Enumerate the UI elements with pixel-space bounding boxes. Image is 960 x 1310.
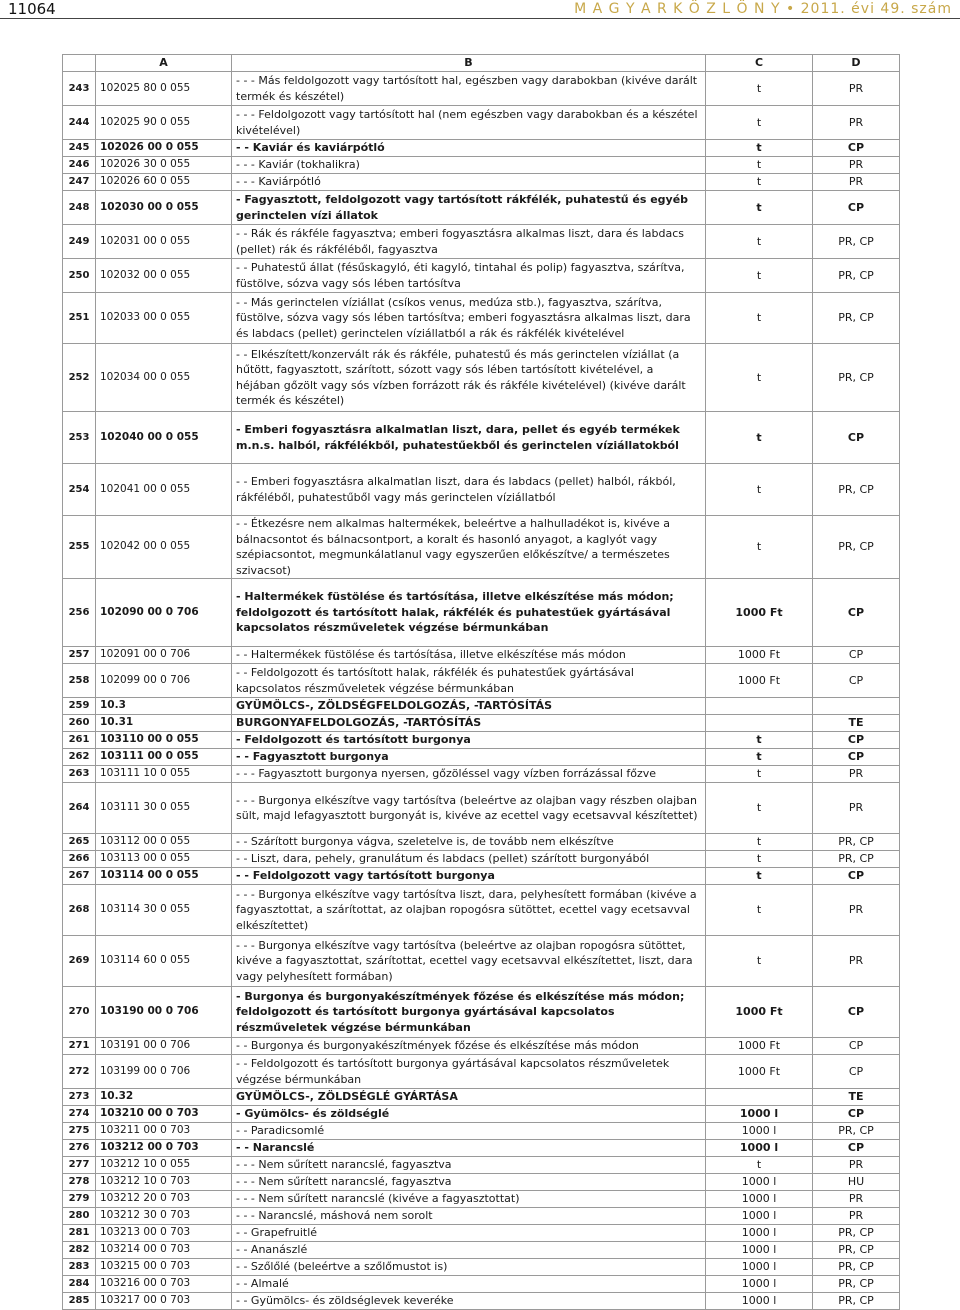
row-number: 261 (63, 732, 96, 749)
row-number: 269 (63, 936, 96, 987)
survey-type: PR, CP (813, 293, 900, 344)
item-code: 102090 00 0 706 (96, 579, 232, 647)
survey-type: PR, CP (813, 1259, 900, 1276)
row-number: 273 (63, 1089, 96, 1106)
unit-of-measure: t (706, 936, 813, 987)
item-description: - - Szőlőlé (beleértve a szőlőmustot is) (232, 1259, 706, 1276)
table-row (63, 664, 900, 698)
item-code: 103215 00 0 703 (96, 1259, 232, 1276)
table-row (63, 698, 900, 715)
unit-of-measure: 1000 Ft (706, 647, 813, 664)
item-code: 103213 00 0 703 (96, 1225, 232, 1242)
row-number: 255 (63, 516, 96, 579)
item-description: - - Emberi fogyasztásra alkalmatlan liszt, dara és labdacs (pellet) halból, rákból, rákféléből, puhatestűből vagy más gerinctelen víziállatból (232, 464, 706, 516)
survey-type: PR, CP (813, 516, 900, 579)
table-row (63, 174, 900, 191)
publication-title: M A G Y A R K Ö Z L Ö N Y • 2011. évi 49. szám (574, 1, 952, 17)
survey-type: PR (813, 936, 900, 987)
item-description: - - - Burgonya elkészítve vagy tartósítva liszt, dara, pelyhesített formában (kivéve a fagyasztottat, a szárítottat, az olajban ropogósra sütöttet, ecettel vagy ecetsavval elkészítettet) (232, 885, 706, 936)
unit-of-measure: t (706, 174, 813, 191)
unit-of-measure: 1000 Ft (706, 987, 813, 1038)
survey-type: PR (813, 783, 900, 834)
item-description: - - Feldolgozott vagy tartósított burgonya (232, 868, 706, 885)
table-row (63, 766, 900, 783)
item-description: - - - Narancslé, máshová nem sorolt (232, 1208, 706, 1225)
unit-of-measure: 1000 Ft (706, 1038, 813, 1055)
item-code: 102026 60 0 055 (96, 174, 232, 191)
survey-type: CP (813, 987, 900, 1038)
table-row (63, 1157, 900, 1174)
item-code: 103211 00 0 703 (96, 1123, 232, 1140)
unit-of-measure: t (706, 783, 813, 834)
unit-of-measure: 1000 l (706, 1174, 813, 1191)
column-header-a: A (96, 55, 232, 72)
table-row (63, 412, 900, 464)
unit-of-measure: 1000 l (706, 1225, 813, 1242)
item-code: 103191 00 0 706 (96, 1038, 232, 1055)
row-number: 280 (63, 1208, 96, 1225)
item-description: - - - Feldolgozott vagy tartósított hal (nem egészben vagy darabokban és a készétel kivételével) (232, 106, 706, 140)
item-description: - - Ananászlé (232, 1242, 706, 1259)
survey-type: CP (813, 647, 900, 664)
survey-type: CP (813, 1140, 900, 1157)
table-row (63, 1174, 900, 1191)
table-body (63, 72, 900, 1310)
row-number: 244 (63, 106, 96, 140)
item-description: - - - Burgonya elkészítve vagy tartósítva (beleértve az olajban ropogósra sütöttet, kivéve a fagyasztottat, szárítottat, ecettel vagy ecetsavval elkészítettet, liszt, dara vagy pelyhesített formában) (232, 936, 706, 987)
unit-of-measure: 1000 l (706, 1242, 813, 1259)
survey-type: PR, CP (813, 1225, 900, 1242)
survey-type: PR (813, 106, 900, 140)
item-description: - - Grapefruitlé (232, 1225, 706, 1242)
item-code: 103212 10 0 055 (96, 1157, 232, 1174)
table-row (63, 1055, 900, 1089)
survey-type: CP (813, 412, 900, 464)
item-description: - Haltermékek füstölése és tartósítása, illetve elkészítése más módon; feldolgozott és tartósított halak, rákfélék és puhatestűek gyártásával kapcsolatos részműveletek végzése bérmunkában (232, 579, 706, 647)
column-header-d: D (813, 55, 900, 72)
item-code: 103212 00 0 703 (96, 1140, 232, 1157)
unit-of-measure: t (706, 106, 813, 140)
table-row (63, 715, 900, 732)
row-number: 285 (63, 1293, 96, 1310)
unit-of-measure: t (706, 140, 813, 157)
data-table (62, 54, 900, 1310)
row-number: 270 (63, 987, 96, 1038)
table-row (63, 1293, 900, 1310)
survey-type: PR (813, 157, 900, 174)
table-row (63, 868, 900, 885)
table-row (63, 732, 900, 749)
item-description: - - Szárított burgonya vágva, szeletelve is, de tovább nem elkészítve (232, 834, 706, 851)
table-row (63, 936, 900, 987)
item-description: - - Almalé (232, 1276, 706, 1293)
table-row (63, 106, 900, 140)
table-row (63, 749, 900, 766)
item-description: - - - Kaviár (tokhalikra) (232, 157, 706, 174)
table-row (63, 1225, 900, 1242)
table-row (63, 72, 900, 106)
unit-of-measure: t (706, 851, 813, 868)
row-number: 260 (63, 715, 96, 732)
survey-type: CP (813, 1106, 900, 1123)
row-number: 256 (63, 579, 96, 647)
unit-of-measure: 1000 l (706, 1259, 813, 1276)
item-description: - - - Kaviárpótló (232, 174, 706, 191)
survey-type: CP (813, 749, 900, 766)
item-description: - - - Nem sűrített narancslé (kivéve a fagyasztottat) (232, 1191, 706, 1208)
row-number: 277 (63, 1157, 96, 1174)
survey-type: PR, CP (813, 1276, 900, 1293)
row-number: 249 (63, 225, 96, 259)
table-row (63, 157, 900, 174)
item-description: - - Elkészített/konzervált rák és rákféle, puhatestű és más gerinctelen víziállat (a hűtött, fagyasztott, szárított, sózott vagy sós lében tartósított kivételével, a héjában gőzölt vagy sós vízben forrázott rák és rákféle kivételével) (kivéve darált termék és készétel) (232, 344, 706, 412)
row-number: 245 (63, 140, 96, 157)
survey-type: CP (813, 579, 900, 647)
unit-of-measure (706, 698, 813, 715)
survey-type: CP (813, 1055, 900, 1089)
row-number: 271 (63, 1038, 96, 1055)
row-number: 266 (63, 851, 96, 868)
unit-of-measure: 1000 Ft (706, 664, 813, 698)
item-description: - Burgonya és burgonyakészítmények főzése és elkészítése más módon; feldolgozott és tartósított burgonya gyártásával kapcsolatos részműveletek végzése bérmunkában (232, 987, 706, 1038)
item-code: 10.31 (96, 715, 232, 732)
table-row (63, 783, 900, 834)
page-number: 11064 (8, 0, 56, 18)
table-row (63, 516, 900, 579)
unit-of-measure: t (706, 259, 813, 293)
item-code: 102026 00 0 055 (96, 140, 232, 157)
survey-type: PR, CP (813, 344, 900, 412)
item-code: 102040 00 0 055 (96, 412, 232, 464)
survey-type: PR, CP (813, 834, 900, 851)
item-description: - - - Fagyasztott burgonya nyersen, gőzöléssel vagy vízben forrázással főzve (232, 766, 706, 783)
unit-of-measure: t (706, 732, 813, 749)
item-description: - Gyümölcs- és zöldséglé (232, 1106, 706, 1123)
survey-type: PR, CP (813, 1293, 900, 1310)
unit-of-measure: t (706, 72, 813, 106)
item-description: GYÜMÖLCS-, ZÖLDSÉGFELDOLGOZÁS, -TARTÓSÍTÁS (232, 698, 706, 715)
survey-type: PR, CP (813, 225, 900, 259)
column-header-b: B (232, 55, 706, 72)
item-description: - - Narancslé (232, 1140, 706, 1157)
table-row (63, 1242, 900, 1259)
item-description: - - Feldolgozott és tartósított halak, rákfélék és puhatestűek gyártásával kapcsolatos részműveletek végzése bérmunkában (232, 664, 706, 698)
item-description: - Fagyasztott, feldolgozott vagy tartósított rákfélék, puhatestű és egyéb gerinctelen vízi állatok (232, 191, 706, 225)
survey-type: PR (813, 1157, 900, 1174)
unit-of-measure: 1000 Ft (706, 1055, 813, 1089)
survey-type: PR (813, 1208, 900, 1225)
table-row (63, 1089, 900, 1106)
row-number: 250 (63, 259, 96, 293)
table-row (63, 191, 900, 225)
item-code: 102042 00 0 055 (96, 516, 232, 579)
unit-of-measure: t (706, 766, 813, 783)
table-row (63, 1106, 900, 1123)
item-description: - - Puhatestű állat (fésűskagyló, éti kagyló, tintahal és polip) fagyasztva, szárítva, füstölve, sózva vagy sós lében tartósítva (232, 259, 706, 293)
table-row (63, 987, 900, 1038)
item-code: 103114 60 0 055 (96, 936, 232, 987)
survey-type: PR, CP (813, 851, 900, 868)
row-number: 252 (63, 344, 96, 412)
table-row (63, 851, 900, 868)
table-row (63, 834, 900, 851)
item-code: 103190 00 0 706 (96, 987, 232, 1038)
item-description: - - Étkezésre nem alkalmas haltermékek, beleértve a halhulladékot is, kivéve a bálnacsontot és bálnacsontport, a koralt és hasonló anyagot, a kaglyót vagy szépiacsontot, megmunkálatlanul vagy egyszerűen előkészítve/ a természetes szivacsot) (232, 516, 706, 579)
unit-of-measure: t (706, 464, 813, 516)
row-number: 268 (63, 885, 96, 936)
item-code: 102091 00 0 706 (96, 647, 232, 664)
unit-of-measure (706, 715, 813, 732)
row-number: 257 (63, 647, 96, 664)
survey-type: TE (813, 1089, 900, 1106)
item-code: 103111 00 0 055 (96, 749, 232, 766)
table-row (63, 647, 900, 664)
unit-of-measure: 1000 l (706, 1123, 813, 1140)
item-code: 103113 00 0 055 (96, 851, 232, 868)
unit-of-measure: t (706, 344, 813, 412)
item-code: 103199 00 0 706 (96, 1055, 232, 1089)
unit-of-measure: t (706, 516, 813, 579)
item-description: - - Burgonya és burgonyakészítmények főzése és elkészítése más módon (232, 1038, 706, 1055)
unit-of-measure: t (706, 834, 813, 851)
table-row (63, 1191, 900, 1208)
survey-type (813, 698, 900, 715)
unit-of-measure: t (706, 191, 813, 225)
unit-of-measure: 1000 l (706, 1208, 813, 1225)
unit-of-measure: 1000 l (706, 1140, 813, 1157)
row-number: 275 (63, 1123, 96, 1140)
survey-type: HU (813, 1174, 900, 1191)
column-header-c: C (706, 55, 813, 72)
item-code: 10.32 (96, 1089, 232, 1106)
survey-type: PR (813, 885, 900, 936)
item-code: 102025 80 0 055 (96, 72, 232, 106)
table-row (63, 225, 900, 259)
item-code: 102030 00 0 055 (96, 191, 232, 225)
unit-of-measure: t (706, 412, 813, 464)
unit-of-measure: 1000 l (706, 1191, 813, 1208)
row-number: 282 (63, 1242, 96, 1259)
survey-type: PR, CP (813, 259, 900, 293)
row-number: 284 (63, 1276, 96, 1293)
column-header-row (63, 55, 900, 72)
survey-type: CP (813, 191, 900, 225)
unit-of-measure: t (706, 225, 813, 259)
row-number: 258 (63, 664, 96, 698)
row-number: 263 (63, 766, 96, 783)
item-description: - - - Nem sűrített narancslé, fagyasztva (232, 1157, 706, 1174)
item-code: 10.3 (96, 698, 232, 715)
item-code: 103212 10 0 703 (96, 1174, 232, 1191)
item-description: GYÜMÖLCS-, ZÖLDSÉGLÉ GYÁRTÁSA (232, 1089, 706, 1106)
unit-of-measure: t (706, 885, 813, 936)
row-number: 267 (63, 868, 96, 885)
row-number: 278 (63, 1174, 96, 1191)
unit-of-measure: 1000 l (706, 1276, 813, 1293)
item-code: 103214 00 0 703 (96, 1242, 232, 1259)
unit-of-measure: 1000 Ft (706, 579, 813, 647)
item-code: 103114 00 0 055 (96, 868, 232, 885)
item-code: 103111 30 0 055 (96, 783, 232, 834)
unit-of-measure: 1000 l (706, 1293, 813, 1310)
item-code: 102033 00 0 055 (96, 293, 232, 344)
survey-type: PR (813, 72, 900, 106)
survey-type: CP (813, 868, 900, 885)
table-row (63, 293, 900, 344)
table-row (63, 1276, 900, 1293)
item-description: - Emberi fogyasztásra alkalmatlan liszt, dara, pellet és egyéb termékek m.n.s. halból, rákfélékből, puhatestűekből és gerinctelen víziállatokból (232, 412, 706, 464)
survey-type: CP (813, 664, 900, 698)
item-code: 102031 00 0 055 (96, 225, 232, 259)
row-number: 253 (63, 412, 96, 464)
row-number: 259 (63, 698, 96, 715)
item-code: 103110 00 0 055 (96, 732, 232, 749)
item-description: - - Haltermékek füstölése és tartósítása, illetve elkészítése más módon (232, 647, 706, 664)
survey-type: PR (813, 1191, 900, 1208)
survey-type: PR (813, 766, 900, 783)
survey-type: TE (813, 715, 900, 732)
unit-of-measure: 1000 l (706, 1106, 813, 1123)
survey-type: PR (813, 174, 900, 191)
row-number: 272 (63, 1055, 96, 1089)
item-code: 102026 30 0 055 (96, 157, 232, 174)
unit-of-measure: t (706, 293, 813, 344)
unit-of-measure: t (706, 1157, 813, 1174)
survey-type: CP (813, 732, 900, 749)
item-code: 103112 00 0 055 (96, 834, 232, 851)
table-row (63, 1140, 900, 1157)
item-code: 103210 00 0 703 (96, 1106, 232, 1123)
item-code: 102034 00 0 055 (96, 344, 232, 412)
item-code: 102025 90 0 055 (96, 106, 232, 140)
row-number: 283 (63, 1259, 96, 1276)
unit-of-measure: t (706, 157, 813, 174)
item-description: - - Feldolgozott és tartósított burgonya gyártásával kapcsolatos részműveletek végzése bérmunkában (232, 1055, 706, 1089)
unit-of-measure: t (706, 749, 813, 766)
item-code: 102041 00 0 055 (96, 464, 232, 516)
row-number: 279 (63, 1191, 96, 1208)
column-header-empty (63, 55, 96, 72)
unit-of-measure: t (706, 868, 813, 885)
row-number: 276 (63, 1140, 96, 1157)
row-number: 248 (63, 191, 96, 225)
item-description: - - Más gerinctelen víziállat (csíkos venus, medúza stb.), fagyasztva, szárítva, füstölve, sózva vagy sós lében tartósítva; emberi fogyasztásra alkalmas liszt, dara és labdacs (pellet) gerinctelen víziállatból a rák és rákfélék kivételével (232, 293, 706, 344)
item-code: 102032 00 0 055 (96, 259, 232, 293)
table-row (63, 344, 900, 412)
item-description: - - Gyümölcs- és zöldséglevek keveréke (232, 1293, 706, 1310)
row-number: 251 (63, 293, 96, 344)
row-number: 262 (63, 749, 96, 766)
survey-type: CP (813, 1038, 900, 1055)
table-row (63, 1208, 900, 1225)
item-code: 103212 30 0 703 (96, 1208, 232, 1225)
table-row (63, 1259, 900, 1276)
table-row (63, 140, 900, 157)
table-row (63, 464, 900, 516)
row-number: 265 (63, 834, 96, 851)
item-description: - - Rák és rákféle fagyasztva; emberi fogyasztásra alkalmas liszt, dara és labdacs (pellet) rák és rákféléből, fagyasztva (232, 225, 706, 259)
table-row (63, 885, 900, 936)
item-description: - - - Nem sűrített narancslé, fagyasztva (232, 1174, 706, 1191)
item-description: - - Liszt, dara, pehely, granulátum és labdacs (pellet) szárított burgonyából (232, 851, 706, 868)
item-code: 103216 00 0 703 (96, 1276, 232, 1293)
table-row (63, 259, 900, 293)
row-number: 254 (63, 464, 96, 516)
survey-type: PR, CP (813, 1242, 900, 1259)
page-header (0, 0, 960, 19)
item-description: - Feldolgozott és tartósított burgonya (232, 732, 706, 749)
unit-of-measure (706, 1089, 813, 1106)
row-number: 274 (63, 1106, 96, 1123)
item-description: - - Fagyasztott burgonya (232, 749, 706, 766)
table-row (63, 579, 900, 647)
row-number: 246 (63, 157, 96, 174)
survey-type: PR, CP (813, 464, 900, 516)
row-number: 281 (63, 1225, 96, 1242)
item-description: - - - Más feldolgozott vagy tartósított hal, egészben vagy darabokban (kivéve darált termék és készétel) (232, 72, 706, 106)
table-row (63, 1123, 900, 1140)
item-code: 103217 00 0 703 (96, 1293, 232, 1310)
item-description: - - - Burgonya elkészítve vagy tartósítva (beleértve az olajban vagy részben olajban sült, majd lefagyasztott burgonyát is, kivéve az ecettel vagy ecetsavval készítettet) (232, 783, 706, 834)
item-description: - - Paradicsomlé (232, 1123, 706, 1140)
survey-type: PR, CP (813, 1123, 900, 1140)
item-description: BURGONYAFELDOLGOZÁS, -TARTÓSÍTÁS (232, 715, 706, 732)
row-number: 264 (63, 783, 96, 834)
item-code: 102099 00 0 706 (96, 664, 232, 698)
row-number: 243 (63, 72, 96, 106)
table-row (63, 1038, 900, 1055)
survey-type: CP (813, 140, 900, 157)
item-code: 103111 10 0 055 (96, 766, 232, 783)
item-code: 103114 30 0 055 (96, 885, 232, 936)
item-description: - - Kaviár és kaviárpótló (232, 140, 706, 157)
item-code: 103212 20 0 703 (96, 1191, 232, 1208)
row-number: 247 (63, 174, 96, 191)
